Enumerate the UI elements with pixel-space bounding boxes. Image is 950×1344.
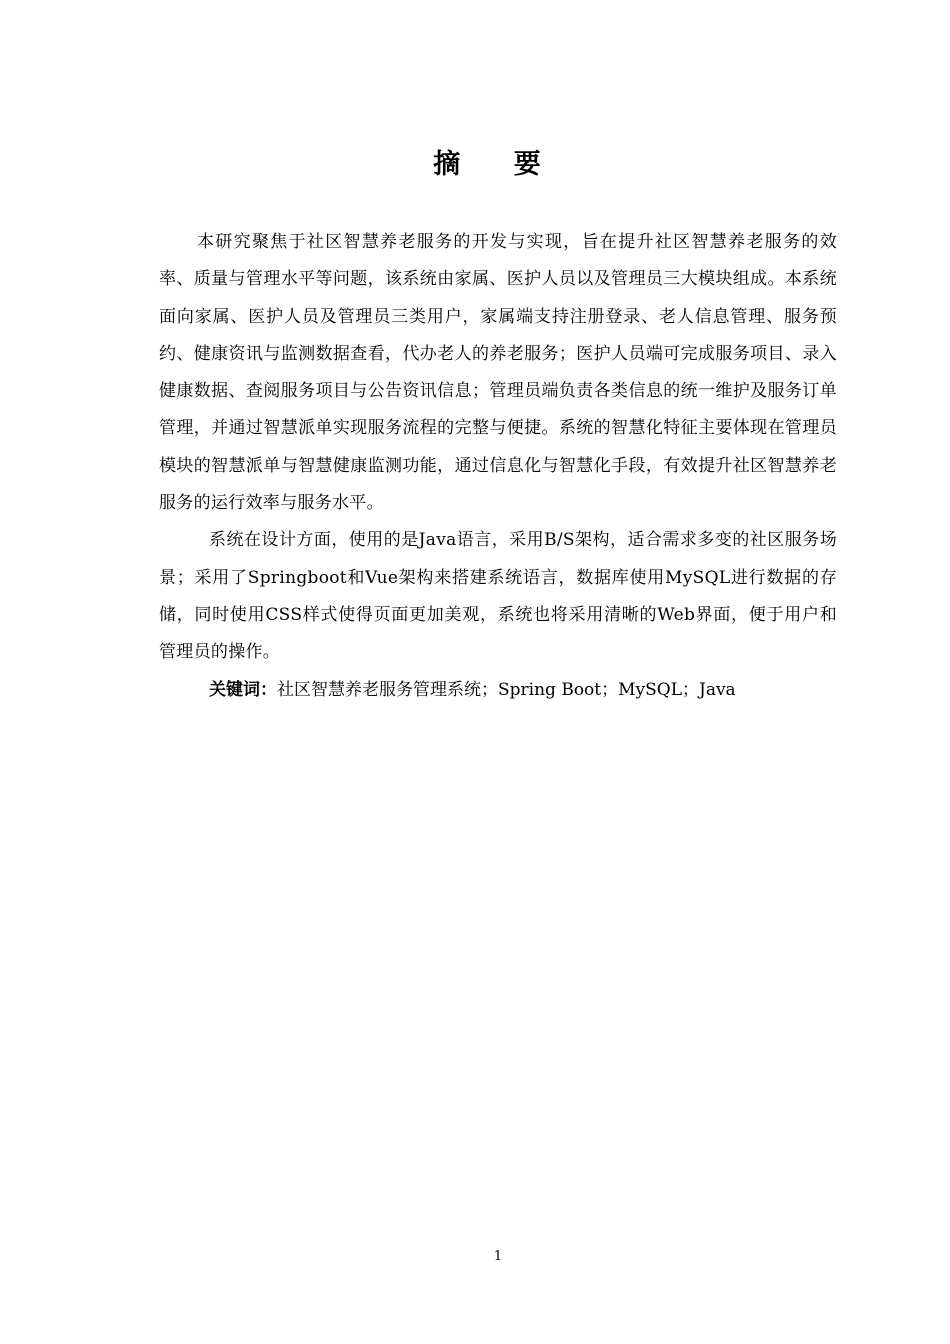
- abstract-paragraph-1: 本研究聚焦于社区智慧养老服务的开发与实现，旨在提升社区智慧养老服务的效率、质量与管理水平等问题，该系统由家属、医护人员以及管理员三大模块组成。本系统面向家属、医护人员及管理员三类用户，家属端支持注册登录、老人信息管理、服务预约、健康资讯与监测数据查看，代办老人的养老服务；医护人员端可完成服务项目、录入健康数据、查阅服务项目与公告资讯信息；管理员端负责各类信息的统一维护及服务订单管理，并通过智慧派单实现服务流程的完整与便捷。系统的智慧化特征主要体现在管理员模块的智慧派单与智慧健康监测功能，通过信息化与智慧化手段，有效提升社区智慧养老服务的运行效率与服务水平。: [159, 232, 837, 514]
- page-number: 1: [493, 1249, 503, 1264]
- abstract-body: [159, 224, 837, 709]
- keywords-label: 关键词：: [209, 679, 277, 700]
- keywords-text: 社区智慧养老服务管理系统；Spring Boot；MySQL；Java: [277, 679, 736, 700]
- abstract-paragraph-2: 系统在设计方面，使用的是Java语言，采用B/S架构，适合需求多变的社区服务场景；采用了Springboot和Vue架构来搭建系统语言，数据库使用MySQL进行数据的存储，同时使用CSS样式使得页面更加美观，系统也将采用清晰的Web界面，便于用户和管理员的操作。: [159, 530, 837, 663]
- abstract-title: 摘 要: [433, 149, 563, 180]
- keywords-line: [159, 672, 837, 709]
